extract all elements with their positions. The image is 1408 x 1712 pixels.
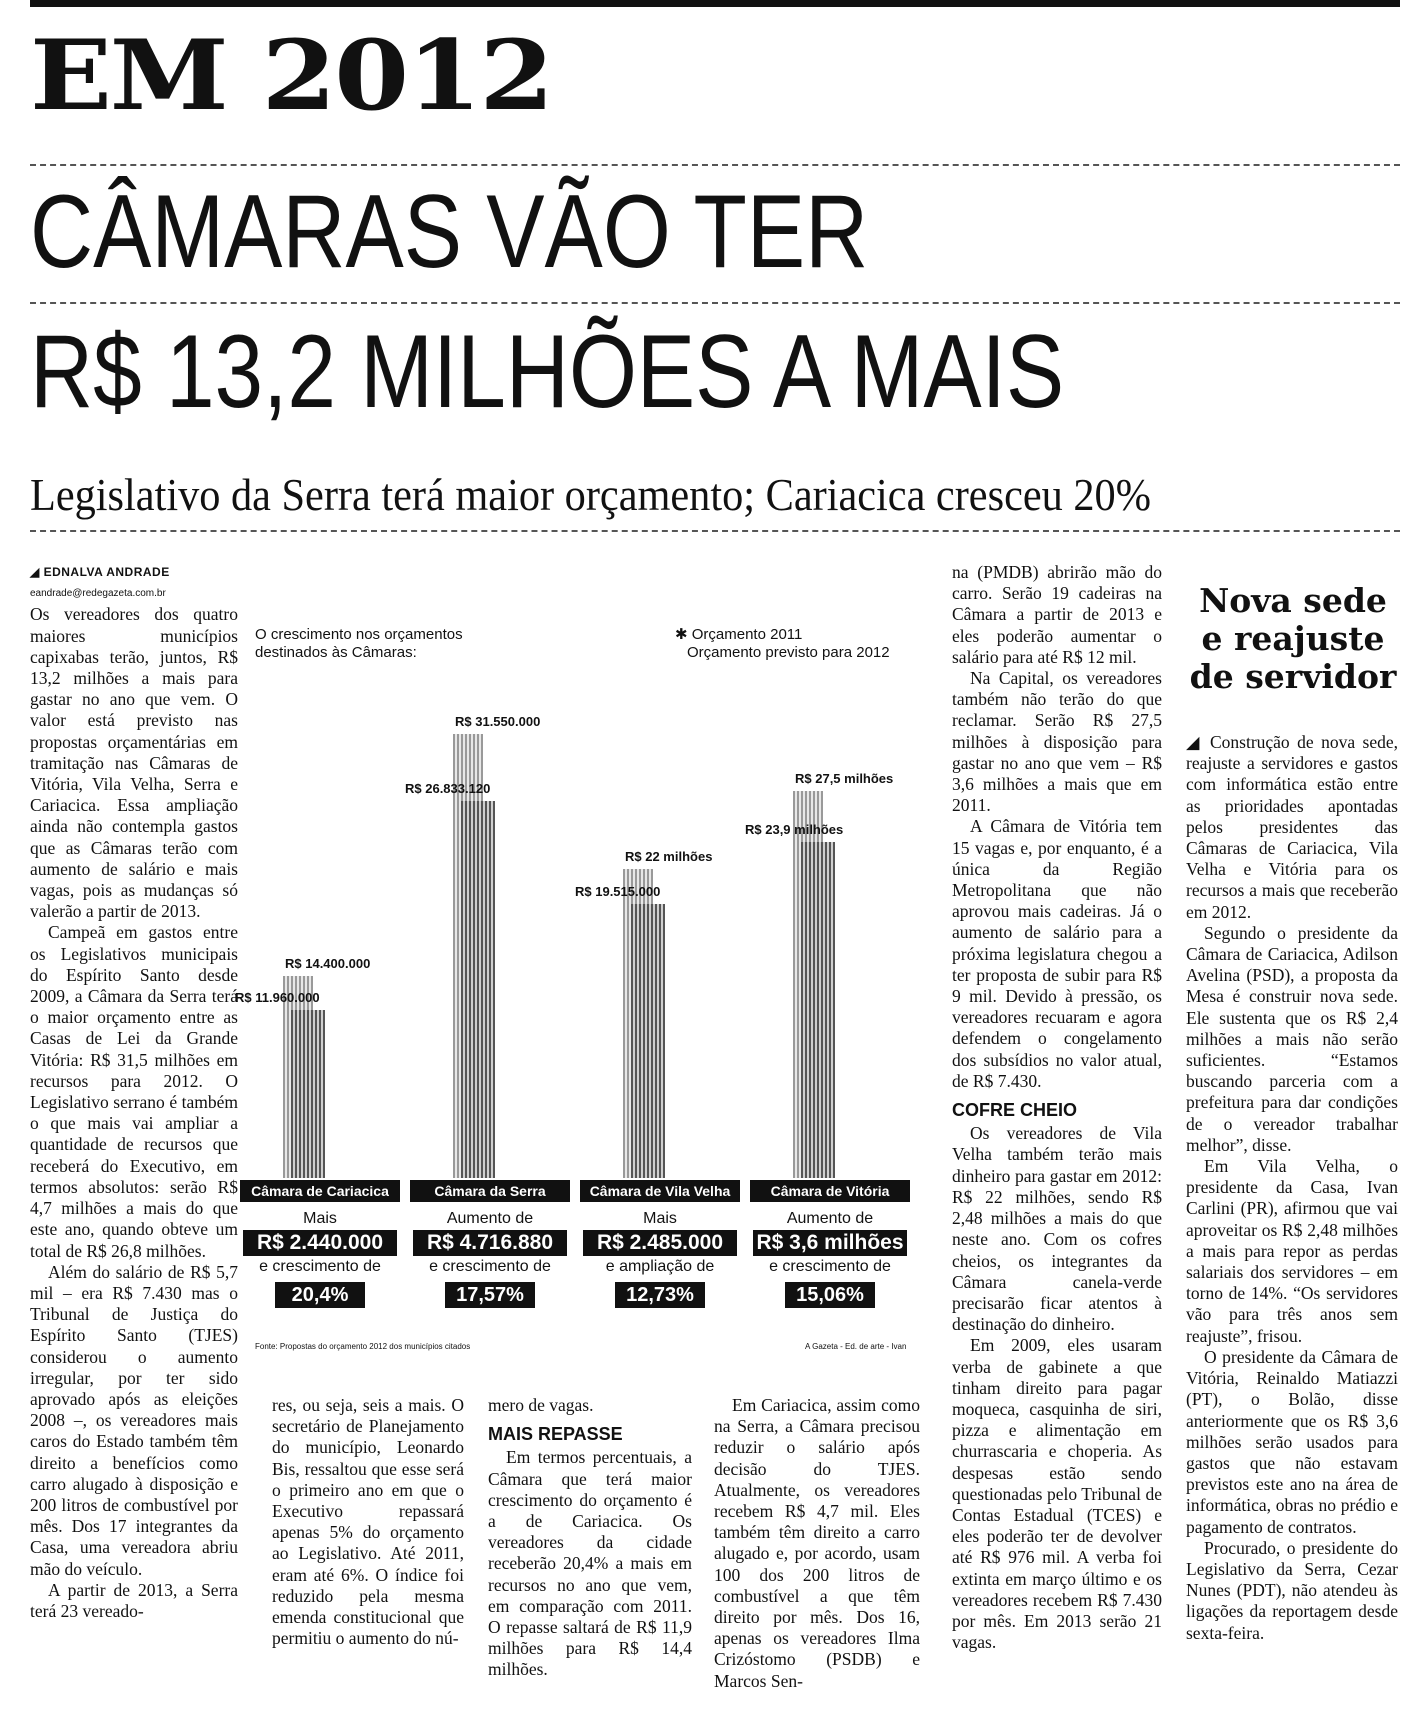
paragraph: Em Cariacica, assim como na Serra, a Câmara precisou reduzir o salário após decisão do TJES. Atualmente, os vereadores recebem R$ 4,7 mil. Eles também têm direito a carro alugado e, por acordo, usam 100 dos 200 litros de combustível a que têm direito por mês. Dos 16, apenas os vereadores Ilma Crizóstomo (PSDB) e Marcos Sen- — [714, 1395, 920, 1691]
byline: ◢ EDNALVA ANDRADE — [30, 565, 170, 579]
growth-label: e crescimento de — [429, 1258, 551, 1275]
value-label-2011: R$ 11.960.000 — [235, 989, 320, 1005]
paragraph: O presidente da Câmara de Vitória, Reinaldo Matiazzi (PT), o Bolão, disse anteriormente que os R$ 3,6 milhões serão usados para gastos que não estavam previstos este ano na área de informática, obras no prédio e pagamento de contratos. — [1186, 1346, 1398, 1537]
chamber-label: Câmara de Vila Velha — [580, 1180, 740, 1202]
paragraph: Os vereadores de Vila Velha também terão mais dinheiro para gastar em 2012: R$ 22 milhões, sendo R$ 2,48 milhões a mais do que neste ano. Com os cofres cheios, os integrantes da Câmara canela-verde precisarão ficar atentos à destinação do dinheiro. — [952, 1123, 1162, 1335]
headline-line-2: R$ 13,2 MILHÕES A MAIS — [30, 314, 1065, 430]
kicker: EM 2012 — [30, 19, 552, 132]
byline-email: eandrade@redegazeta.com.br — [30, 588, 166, 600]
change-label: Mais — [643, 1210, 677, 1227]
legend-2012: Orçamento previsto para 2012 — [687, 644, 890, 661]
bar-2011 — [631, 904, 665, 1178]
paragraph: Segundo o presidente da Câmara de Cariacica, Adilson Avelina (PSD), a proposta da Mesa é construir nova sede. Ele sustenta que os R$ 2,4 milhões a mais não serão suficientes. “Estamos buscando parceria com a prefeitura para dar condições de o vereador trabalhar melhor”, disse. — [1186, 922, 1398, 1155]
value-label-2012: R$ 31.550.000 — [455, 714, 541, 730]
divider — [30, 164, 1400, 166]
paragraph: Procurado, o presidente do Legislativo da Serra, Cezar Nunes (PDT), não atendeu às ligações da reportagem desde sexta-feira. — [1186, 1537, 1398, 1643]
bar-2011 — [461, 801, 495, 1178]
column-1 — [30, 562, 238, 1622]
value-label-2011: R$ 23,9 milhões — [745, 821, 844, 837]
value-label-2011: R$ 26.833.120 — [405, 780, 491, 796]
value-label-2012: R$ 27,5 milhões — [795, 771, 894, 787]
change-value: R$ 3,6 milhões — [753, 1230, 907, 1256]
chart-title: O crescimento nos orçamentos destinados às Câmaras: — [255, 626, 463, 661]
change-label: Aumento de — [786, 1210, 874, 1227]
paragraph: res, ou seja, seis a mais. O secretário de Planejamento do município, Leonardo Bis, ressaltou que esse será o primeiro ano em que o Executivo repassará apenas 5% do orçamento ao Legislativo. Até 2011, eram até 6%. O índice foi reduzido pela mesma emenda constitucional que permitiu o aumento do nú- — [272, 1395, 464, 1649]
change-label: Aumento de — [446, 1210, 534, 1227]
chart-source: Fonte: Propostas do orçamento 2012 dos municípios citados — [255, 1342, 471, 1351]
change-value: R$ 2.440.000 — [243, 1230, 397, 1256]
chamber-label: Câmara da Serra — [410, 1180, 570, 1202]
chamber-label: Câmara de Cariacica — [240, 1180, 400, 1202]
growth-label: e crescimento de — [259, 1258, 381, 1275]
column-2 — [272, 1395, 464, 1649]
paragraph: ◢ Construção de nova sede, reajuste a servidores e gastos com informática estão entre as prioridades apontadas pelos presidentes das Câmaras de Cariacica, Vila Velha e Vitória para os recursos a mais que receberão em 2012. — [1186, 732, 1398, 922]
paragraph: A partir de 2013, a Serra terá 23 vereado- — [30, 1579, 238, 1621]
bullet-icon: ◢ — [1186, 732, 1210, 752]
growth-value: 17,57% — [445, 1282, 535, 1308]
growth-value: 12,73% — [615, 1282, 705, 1308]
change-label: Mais — [303, 1210, 337, 1227]
value-label-2011: R$ 19.515.000 — [575, 883, 661, 899]
paragraph: Em termos percentuais, a Câmara que terá maior crescimento do orçamento é a de Cariacica. Os vereadores da cidade receberão 20,4% a mais em recursos no ano que vem, em comparação com 2011. O repasse saltará de R$ 11,9 milhões para R$ 14,4 milhões. — [488, 1447, 692, 1680]
bar-2011 — [291, 1010, 325, 1178]
column-3 — [488, 1395, 692, 1681]
paragraph: Na Capital, os vereadores também não terão do que reclamar. Serão R$ 27,5 milhões à disposição para gastar no ano que vem – R$ 3,6 milhões a mais que em 2011. — [952, 668, 1162, 816]
column-4 — [714, 1395, 920, 1692]
chart-plot — [235, 580, 935, 1350]
paragraph: Em Vila Velha, o presidente da Casa, Ivan Carlini (PR), afirmou que vai aproveitar os R$ 2,48 milhões a mais para repor as perdas salariais dos servidores – em torno de 14%. “Os servidores vão para três anos sem reajuste”, frisou. — [1186, 1156, 1398, 1346]
value-label-2012: R$ 14.400.000 — [285, 955, 371, 971]
growth-value: 20,4% — [275, 1282, 365, 1308]
column-5 — [952, 562, 1162, 1653]
paragraph: Em 2009, eles usaram verba de gabinete a que tinham direito para pagar moqueca, casquinha de siri, pizza e alimentação em churrascaria e choperia. As despesas estão sendo questionadas pelo Tribunal de Contas Estadual (TCES) e eles poderão ter de devolver até R$ 976 mil. A verba foi extinta em março último e os vereadores recebem R$ 7.430 por mês. Em 2013 serão 21 vagas. — [952, 1335, 1162, 1653]
paragraph: Campeã em gastos entre os Legislativos municipais do Espírito Santo desde 2009, a Câmara da Serra terá o maior orçamento entre as Casas de Lei da Grande Vitória: R$ 31,5 milhões em recursos para 2012. O Legislativo serrano é também o que mais vai ampliar a quantidade de recursos que receberá do Executivo, em termos absolutos: serão R$ 4,7 milhões a mais do que este ano, quando obteve um total de R$ 26,8 milhões. — [30, 922, 238, 1261]
chart-credit: A Gazeta - Ed. de arte - Ivan — [805, 1342, 907, 1351]
deck: Legislativo da Serra terá maior orçamento; Cariacica cresceu 20% — [30, 469, 1151, 520]
subheading-mais-repasse: MAIS REPASSE — [488, 1424, 623, 1445]
paragraph: Além do salário de R$ 5,7 mil – era R$ 7.430 mas o Tribunal de Justiça do Espírito Santo (TJES) considerou o aumento irregular, por ter sido aprovado após as eleições 2008 –, os vereadores mais caros do Estado também têm direito a benefícios como carro alugado à disposição e 200 litros de combustível por mês. Dos 17 integrantes da Casa, uma vereadora abriu mão do veículo. — [30, 1261, 238, 1579]
legend-bullet-icon: ✱ — [675, 626, 688, 643]
sidebar-body — [1186, 732, 1398, 1644]
change-value: R$ 4.716.880 — [413, 1230, 567, 1256]
paragraph: Os vereadores dos quatro maiores municípios capixabas terão, juntos, R$ 13,2 milhões a mais para gastar no ano que vem. O valor está previsto nas propostas orçamentárias em tramitação nas Câmaras de Vitória, Vila Velha, Serra e Cariacica. Essa ampliação ainda não contempla gastos que as Câmaras terão com aumento de salário e mais vagas, pois as mudanças só valerão a partir de 2013. — [30, 604, 238, 922]
paragraph: mero de vagas. — [488, 1395, 594, 1415]
bar-2011 — [801, 842, 835, 1178]
growth-label: e crescimento de — [769, 1258, 891, 1275]
growth-label: e ampliação de — [605, 1258, 715, 1275]
chamber-label: Câmara de Vitória — [750, 1180, 910, 1202]
headline-line-1: CÂMARAS VÃO TER — [30, 174, 869, 290]
paragraph: na (PMDB) abrirão mão do carro. Serão 19 cadeiras na Câmara a partir de 2013 e eles poderão aumentar o salário para até R$ 12 mil. — [952, 562, 1162, 667]
value-label-2012: R$ 22 milhões — [625, 848, 713, 864]
growth-value: 15,06% — [785, 1282, 875, 1308]
top-rule — [30, 0, 1400, 7]
sidebar-title: Nova sede e reajuste de servidor — [1189, 581, 1397, 696]
subheading-cofre-cheio: COFRE CHEIO — [952, 1100, 1078, 1121]
divider — [30, 530, 1400, 532]
divider — [30, 302, 1400, 304]
budget-chart — [235, 580, 935, 1351]
paragraph: A Câmara de Vitória tem 15 vagas e, por enquanto, é a única da Região Metropolitana que não aprovou mais cadeiras. Já o aumento de salário para a próxima legislatura chegou a ter proposta de subir para R$ 9 mil. Devido à pressão, os vereadores recuaram e agora defendem o congelamento dos subsídios no valor atual, de R$ 7.430. — [952, 816, 1162, 1091]
legend-2011: ✱ Orçamento 2011 — [675, 626, 803, 643]
change-value: R$ 2.485.000 — [583, 1230, 737, 1256]
